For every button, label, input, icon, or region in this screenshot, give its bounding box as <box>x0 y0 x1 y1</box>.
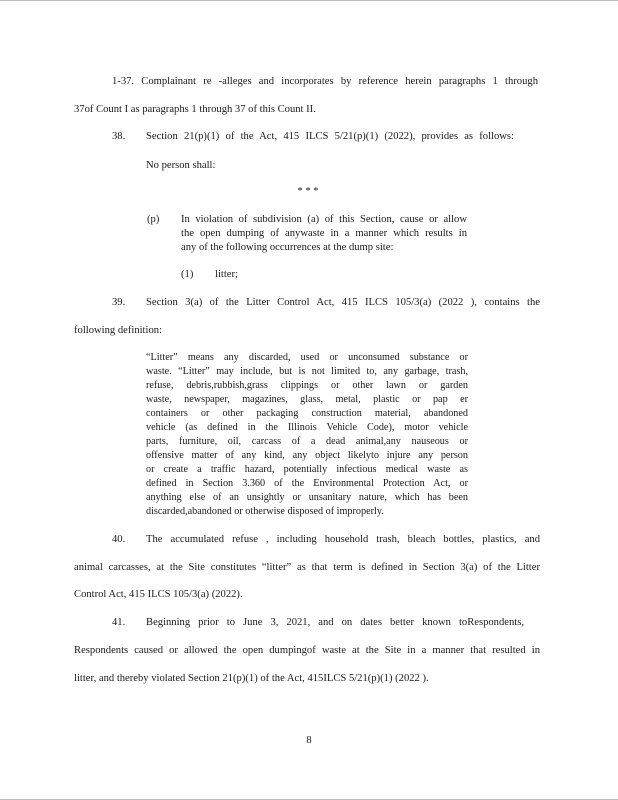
definition-line: vehicle (as defined in the Illinois Vehicle Code), motor vehicle <box>146 422 468 433</box>
definition-line: containers or other packaging construction material, abandoned <box>146 408 468 419</box>
para-1-37-line-2: 37of Count I as paragraphs 1 through 37 of this Count II. <box>74 104 316 115</box>
para-40-line-3: Control Act, 415 ILCS 105/3(a) (2022). <box>74 589 243 600</box>
subsection-p-line-3: any of the following occurrences at the dump site: <box>181 242 394 253</box>
para-41-line-3: litter, and thereby violated Section 21(p)(1) of the Act, 415ILCS 5/21(p)(1) (2022 ). <box>74 673 429 684</box>
subsection-p-line-2: the open dumping of anywaste in a manner which results in <box>181 228 467 239</box>
section-ellipsis: * * * <box>297 186 319 197</box>
subsection-p-label: (p) <box>147 214 160 225</box>
para-39-number: 39. <box>112 297 126 308</box>
para-39-line-1: Section 3(a) of the Litter Control Act, 415 ILCS 105/3(a) (2022 ), contains the <box>146 297 540 308</box>
definition-line: refuse, debris,rubbish,grass clippings or other lawn or garden <box>146 380 468 391</box>
definition-line: offensive matter of any kind, any object likelyto injure any person <box>146 450 468 461</box>
para-41-line-2: Respondents caused or allowed the open dumpingof waste at the Site in a manner that resulted in <box>74 645 540 656</box>
page-number: 8 <box>306 735 312 746</box>
para-1-37-line-1: 1-37. Complainant re -alleges and incorporates by reference herein paragraphs 1 through <box>112 76 538 87</box>
para-41-number: 41. <box>112 617 126 628</box>
para-41-line-1: Beginning prior to June 3, 2021, and on dates better known toRespondents, <box>146 617 524 628</box>
definition-line: discarded,abandoned or otherwise disposed of improperly. <box>146 506 384 517</box>
definition-line: defined in Section 3.360 of the Environmental Protection Act, or <box>146 478 468 489</box>
para-38-text: Section 21(p)(1) of the Act, 415 ILCS 5/21(p)(1) (2022), provides as follows: <box>146 131 514 142</box>
para-38-number: 38. <box>112 131 126 142</box>
item-1-text: litter; <box>215 269 238 280</box>
para-39-line-2: following definition: <box>74 325 162 336</box>
definition-line: anything else of an unsightly or unsanitary nature, which has been <box>146 492 468 503</box>
definition-line: “Litter” means any discarded, used or unconsumed substance or <box>146 352 468 363</box>
item-1-label: (1) <box>181 269 194 280</box>
para-40-line-2: animal carcasses, at the Site constitutes “litter” as that term is defined in Section 3(a) of the Litter <box>74 562 540 573</box>
definition-line: waste. “Litter” may include, but is not limited to, any garbage, trash, <box>146 366 468 377</box>
definition-line: parts, furniture, oil, carcass of a dead animal,any nauseous or <box>146 436 468 447</box>
para-38-lead: No person shall: <box>146 160 216 171</box>
para-40-line-1: The accumulated refuse , including household trash, bleach bottles, plastics, and <box>146 534 540 545</box>
definition-line: or create a traffic hazard, potentially infectious medical waste as <box>146 464 468 475</box>
subsection-p-line-1: In violation of subdivision (a) of this Section, cause or allow <box>181 214 467 225</box>
para-40-number: 40. <box>112 534 126 545</box>
definition-line: waste, newspaper, magazines, glass, metal, plastic or pap er <box>146 394 468 405</box>
